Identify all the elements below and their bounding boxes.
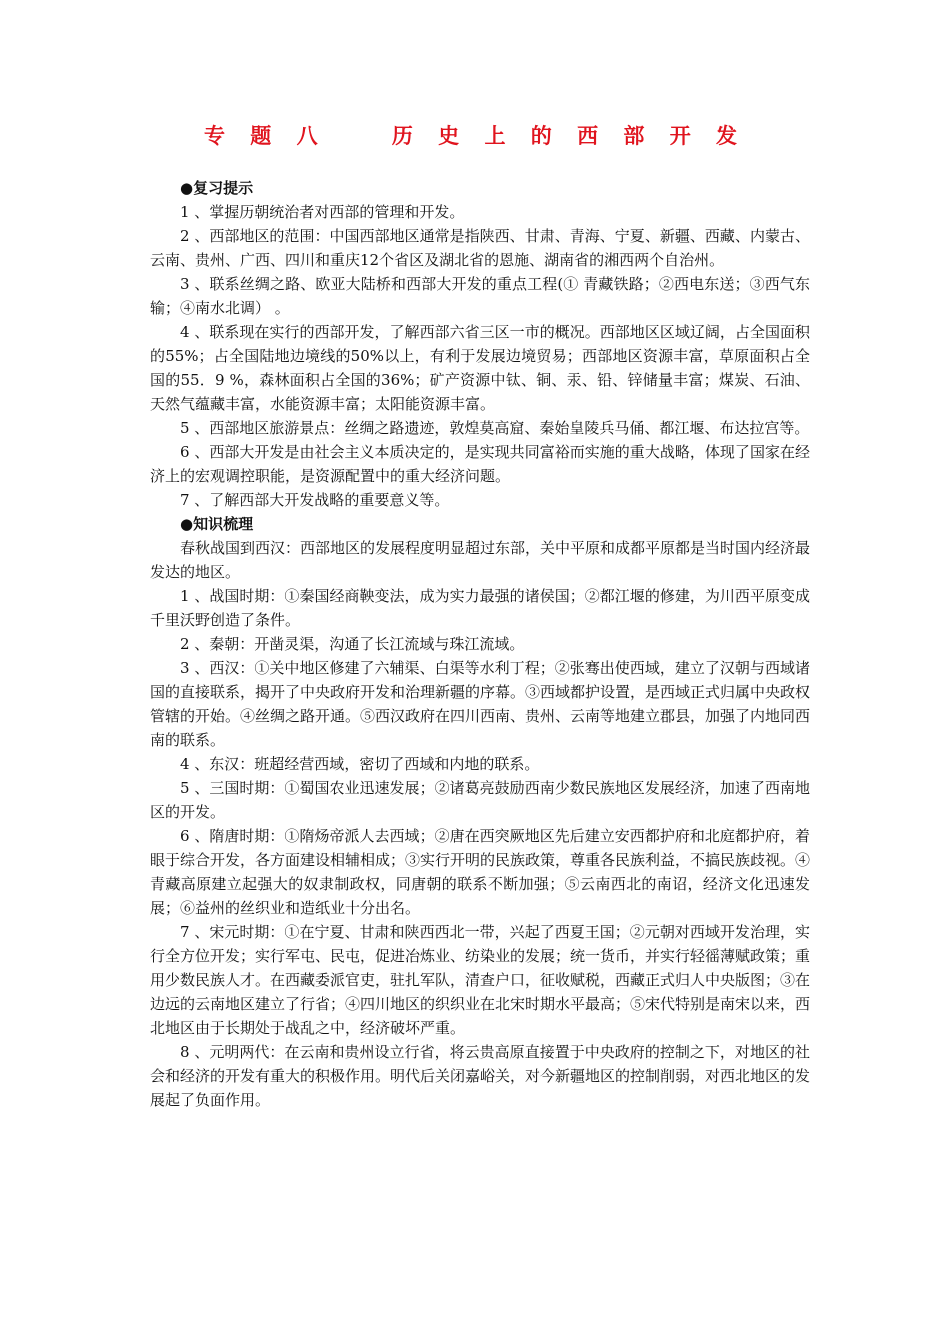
paragraph: 2 、秦朝：开凿灵渠，沟通了长江流域与珠江流域。: [180, 635, 525, 653]
paragraph: 1 、战国时期：①秦国经商鞅变法，成为实力最强的诸侯国；②都江堰的修建，为川西平原变成千里沃野创造了条件。: [150, 587, 810, 629]
paragraph: 7 、了解西部大开发战略的重要意义等。: [180, 491, 450, 509]
paragraph: 2 、西部地区的范围：中国西部地区通常是指陕西、甘肃、青海、宁夏、新疆、西藏、内蒙古、云南、贵州、广西、四川和重庆12个省区及湖北省的恩施、湖南省的湘西两个自治州。: [150, 227, 810, 269]
paragraph: 3 、西汉：①关中地区修建了六辅渠、白渠等水利丁程；②张骞出使西域，建立了汉朝与西域诸国的直接联系，揭开了中央政府开发和治理新疆的序幕。③西域都护设置，是西域正式归属中央政权管辖的开始。④丝绸之路开通。⑤西汉政府在四川西南、贵州、云南等地建立郡县，加强了内地同西南的联系。: [150, 659, 811, 749]
paragraph: 6 、隋唐时期：①隋炀帝派人去西域；②唐在西突厥地区先后建立安西都护府和北庭都护府，着眼于综合开发，各方面建设相辅相成；③实行开明的民族政策，尊重各民族利益，不搞民族歧视。④青藏高原建立起强大的奴隶制政权，同唐朝的联系不断加强；⑤云南西北的南诏，经济文化迅速发展；⑥益州的丝织业和造纸业十分出名。: [150, 827, 811, 917]
paragraph: 4 、联系现在实行的西部开发，了解西部六省三区一市的概况。西部地区区域辽阔，占全国面积的55%；占全国陆地边境线的50%以上，有利于发展边境贸易；西部地区资源丰富，草原面积占全国的55．9 %，森林面积占全国的36%；矿产资源中钛、铜、汞、铅、锌储量丰富；煤炭、石油、天然气蕴藏丰富，水能资源丰富；太阳能资源丰富。: [150, 323, 810, 413]
paragraph: 春秋战国到西汉：西部地区的发展程度明显超过东部，关中平原和成都平原都是当时国内经济最发达的地区。: [150, 539, 811, 581]
paragraph: 8 、元明两代：在云南和贵州设立行省，将云贵高原直接置于中央政府的控制之下，对地区的社会和经济的开发有重大的积极作用。明代后关闭嘉峪关，对今新疆地区的控制削弱，对西北地区的发展起了负面作用。: [150, 1043, 811, 1109]
paragraph: 3 、联系丝绸之路、欧亚大陆桥和西部大开发的重点工程(① 青藏铁路；②西电东送；③西气东输；④南水北调） 。: [150, 275, 810, 317]
paragraph: 5 、西部地区旅游景点：丝绸之路遗迹，敦煌莫高窟、秦始皇陵兵马俑、都江堰、布达拉宫等。: [180, 419, 810, 437]
section-heading: ●复习提示: [180, 179, 254, 197]
page-title: 专 题 八 历 史 上 的 西 部 开 发: [203, 123, 747, 148]
paragraph: 4 、东汉：班超经营西域，密切了西域和内地的联系。: [180, 755, 540, 773]
section-heading: ●知识梳理: [180, 515, 254, 533]
section-review-tips: [150, 176, 810, 512]
section-knowledge-review: [150, 512, 810, 1112]
paragraph: 6 、西部大开发是由社会主义本质决定的，是实现共同富裕而实施的重大战略，体现了国家在经济上的宏观调控职能，是资源配置中的重大经济问题。: [150, 443, 810, 485]
document-body: [150, 176, 810, 1112]
paragraph: 5 、三国时期：①蜀国农业迅速发展；②诸葛亮鼓励西南少数民族地区发展经济，加速了西南地区的开发。: [150, 779, 810, 821]
paragraph: 7 、宋元时期：①在宁夏、甘肃和陕西西北一带，兴起了西夏王国；②元朝对西域开发治理，实行全方位开发；实行军屯、民屯，促进冶炼业、纺染业的发展；统一货币，并实行轻徭薄赋政策；重用少数民族人才。在西藏委派官吏，驻扎军队，清查户口，征收赋税，西藏正式归人中央版图；③在边远的云南地区建立了行省；④四川地区的织织业在北宋时期水平最高；⑤宋代特别是南宋以来，西北地区由于长期处于战乱之中，经济破坏严重。: [150, 923, 811, 1037]
paragraph: 1 、掌握历朝统治者对西部的管理和开发。: [180, 203, 465, 221]
